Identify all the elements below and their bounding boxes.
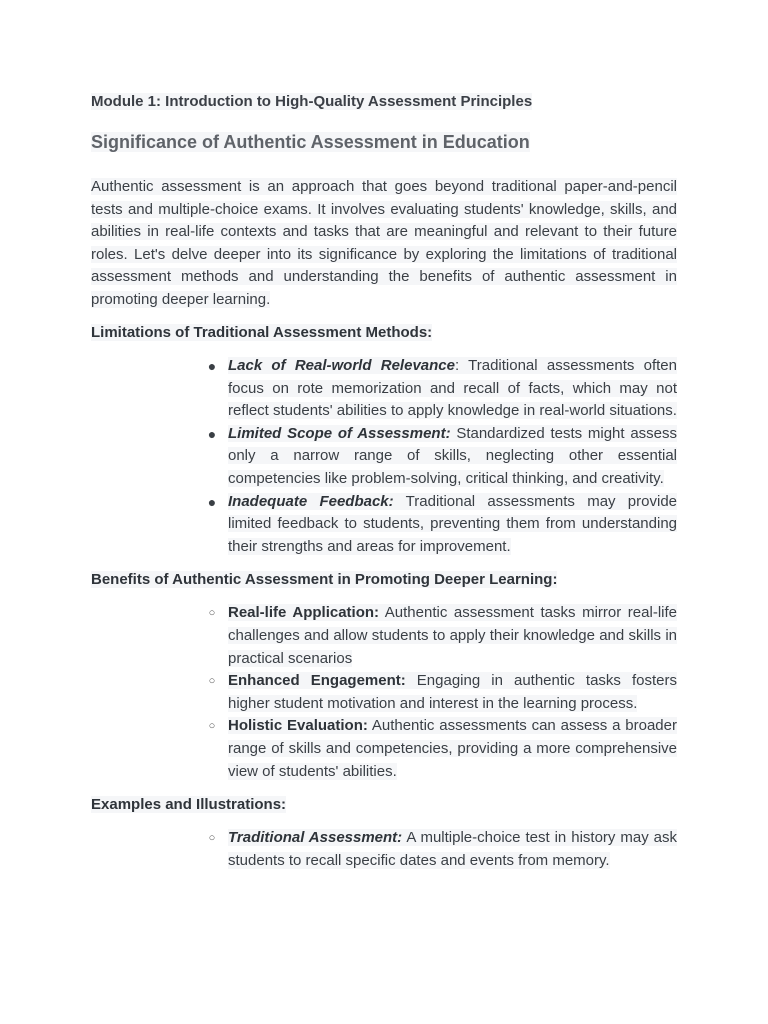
limitations-heading-text: Limitations of Traditional Assessment Methods: bbox=[91, 324, 433, 341]
intro-text: Authentic assessment is an approach that goes beyond traditional paper-and-pencil tests and multiple-choice exams. It involves evaluating students' knowledge, skills, and abilities in real-life contexts and tasks that are meaningful and relevant to their future roles. Let's delve deeper into its significance by exploring the limitations of traditional assessment methods and understanding the benefits of authentic assessment in promoting deeper learning. bbox=[91, 178, 677, 308]
module-title bbox=[91, 91, 677, 113]
list-item bbox=[208, 715, 677, 783]
section-title bbox=[91, 129, 677, 155]
bullet-circle-icon: ○ bbox=[208, 675, 216, 688]
list-item bbox=[207, 491, 677, 559]
list-item-text: Authentic assessment tasks mirror real-life challenges and allow students to apply their knowledge and skills in practical scenarios bbox=[228, 604, 677, 667]
examples-heading bbox=[91, 794, 677, 816]
bullet-circle-icon: ○ bbox=[208, 720, 216, 733]
list-item-term: Traditional Assessment: bbox=[228, 829, 403, 847]
examples-heading-text: Examples and Illustrations: bbox=[91, 796, 287, 814]
bullet-disc-icon: ● bbox=[207, 493, 217, 510]
bullet-circle-icon: ○ bbox=[208, 607, 216, 620]
limitations-list bbox=[91, 355, 677, 558]
list-item-text: Authentic assessments can assess a broader range of skills and competencies, providing a more comprehensive view of students' abilities. bbox=[228, 717, 677, 780]
section-title-text: Significance of Authentic Assessment in Education bbox=[91, 132, 530, 152]
list-item-term: Enhanced Engagement: bbox=[228, 672, 406, 690]
list-item-term: Real-life Application: bbox=[228, 604, 380, 622]
list-item bbox=[207, 355, 677, 423]
list-item-text: A multiple-choice test in history may ask students to recall specific dates and events from memory. bbox=[228, 829, 677, 869]
list-item bbox=[208, 827, 677, 872]
list-item-term: Limited Scope of Assessment: bbox=[228, 424, 451, 442]
benefits-heading bbox=[91, 569, 677, 591]
list-item-text: Traditional assessments may provide limited feedback to students, preventing them from understanding their strengths and areas for improvement. bbox=[228, 492, 677, 555]
module-title-text: Module 1: Introduction to High-Quality Assessment Principles bbox=[91, 93, 533, 110]
bullet-disc-icon: ● bbox=[207, 358, 217, 374]
list-item-term: Holistic Evaluation: bbox=[228, 717, 368, 735]
list-item bbox=[208, 602, 677, 670]
list-item-text: Standardized tests might assess only a narrow range of skills, neglecting other essential competencies like problem-solving, critical thinking, and creativity. bbox=[228, 424, 677, 487]
bullet-circle-icon: ○ bbox=[208, 832, 216, 845]
list-item bbox=[208, 670, 677, 715]
list-item-term: Inadequate Feedback: bbox=[228, 492, 394, 510]
list-item-text: : Traditional assessments often focus on rote memorization and recall of facts, which may not reflect students' abilities to apply knowledge in real-world situations. bbox=[228, 357, 677, 420]
list-item bbox=[207, 423, 677, 491]
benefits-heading-text: Benefits of Authentic Assessment in Promoting Deeper Learning: bbox=[91, 571, 558, 589]
bullet-disc-icon: ● bbox=[207, 425, 217, 442]
intro-paragraph bbox=[91, 176, 677, 311]
list-item-text: Engaging in authentic tasks fosters higher student motivation and interest in the learning process. bbox=[228, 672, 677, 712]
list-item-term: Lack of Real-world Relevance bbox=[228, 357, 455, 374]
limitations-heading bbox=[91, 322, 677, 344]
examples-list bbox=[91, 827, 677, 872]
benefits-list bbox=[91, 602, 677, 783]
